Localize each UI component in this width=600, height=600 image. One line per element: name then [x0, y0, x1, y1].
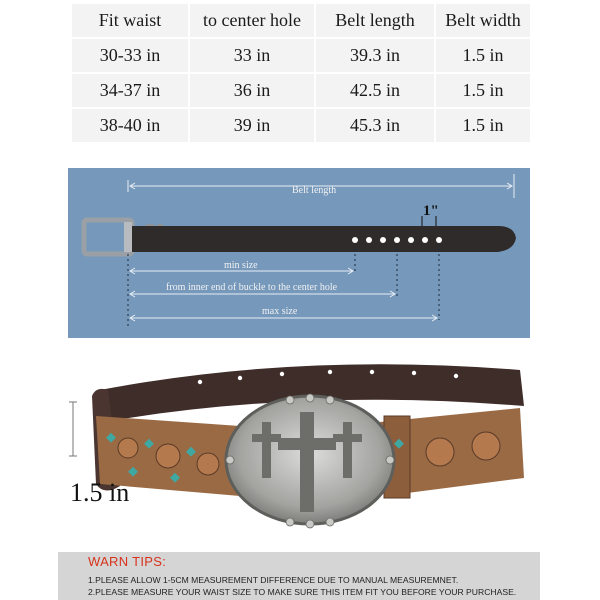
- warn-tips: [58, 552, 540, 600]
- header-belt-width: Belt width: [436, 4, 530, 39]
- hole-spacing-label: 1": [423, 203, 439, 219]
- table-cell: 1.5 in: [436, 39, 530, 74]
- width-indicator: [69, 402, 77, 456]
- belt-photo-svg: [0, 356, 600, 546]
- max-size-label: max size: [262, 306, 298, 317]
- table-cell: 1.5 in: [436, 109, 530, 144]
- warn-tips-title: WARN TIPS:: [88, 554, 167, 569]
- diagram-svg: [68, 168, 530, 338]
- size-table: [72, 4, 530, 144]
- table-cell: 39 in: [190, 109, 316, 144]
- table-cell: 34-37 in: [72, 74, 190, 109]
- header-to-center-hole: to center hole: [190, 4, 316, 39]
- table-cell: 1.5 in: [436, 74, 530, 109]
- min-size-label: min size: [224, 260, 258, 271]
- table-cell: 36 in: [190, 74, 316, 109]
- warn-tip-line: 2.PLEASE MEASURE YOUR WAIST SIZE TO MAKE SURE THIS ITEM FIT YOU BEFORE YOUR PURCHASE.: [88, 587, 517, 597]
- belt-photo: [0, 356, 600, 546]
- center-hole-label: from inner end of buckle to the center hole: [166, 282, 338, 293]
- belt-width-label: 1.5 in: [70, 478, 130, 507]
- header-fit-waist: Fit waist: [72, 4, 190, 39]
- table-cell: 30-33 in: [72, 39, 190, 74]
- table-cell: 38-40 in: [72, 109, 190, 144]
- header-belt-length: Belt length: [316, 4, 436, 39]
- belt-strap: [132, 226, 516, 252]
- table-cell: 42.5 in: [316, 74, 436, 109]
- belt-measurement-diagram: [68, 168, 530, 338]
- warn-tip-line: 1.PLEASE ALLOW 1-5CM MEASUREMENT DIFFERENCE DUE TO MANUAL MEASUREMNET.: [88, 575, 459, 585]
- belt-length-label: Belt length: [292, 185, 337, 196]
- table-cell: 39.3 in: [316, 39, 436, 74]
- table-cell: 45.3 in: [316, 109, 436, 144]
- table-cell: 33 in: [190, 39, 316, 74]
